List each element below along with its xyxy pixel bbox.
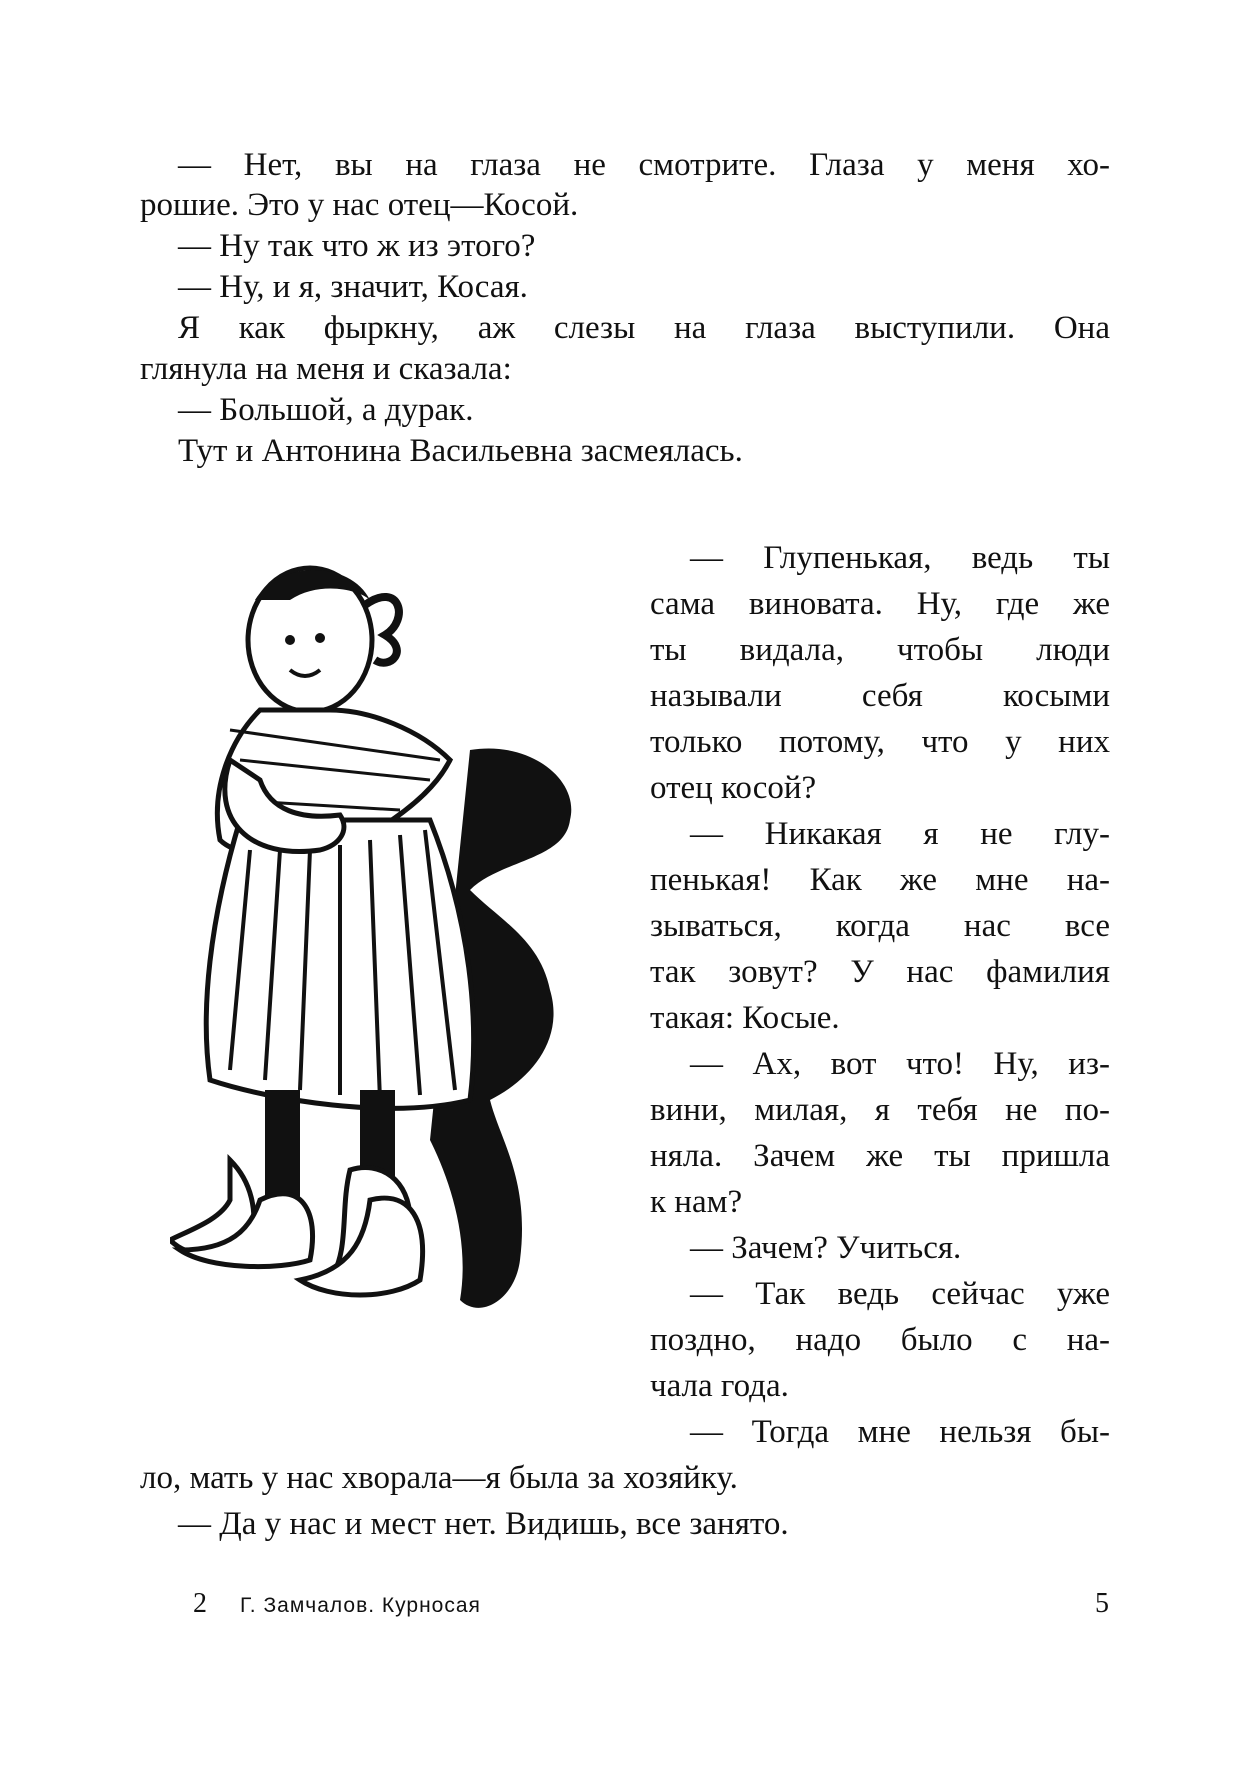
text-line: — Ну так что ж из этого?	[178, 228, 536, 264]
text-line: — Ах, вот что! Ну, из-	[690, 1046, 1110, 1082]
text-line: — Глупенькая, ведь ты	[690, 540, 1110, 576]
page-number: 5	[1095, 1588, 1109, 1619]
text-line: — Нет, вы на глаза не смотрите. Глаза у меня хо-	[178, 147, 1110, 183]
text-line: ло, мать у нас хворала—я была за хозяйку.	[140, 1460, 738, 1496]
text-line: — Большой, а дурак.	[178, 392, 474, 428]
girl-illustration	[170, 560, 640, 1380]
text-line: — Ну, и я, значит, Косая.	[178, 269, 528, 305]
signature-mark: 2	[193, 1588, 207, 1619]
text-line: ты видала, чтобы люди	[650, 632, 1110, 668]
text-line: няла. Зачем же ты пришла	[650, 1138, 1110, 1174]
text-line: пенькая! Как же мне на-	[650, 862, 1110, 898]
text-line: сама виновата. Ну, где же	[650, 586, 1110, 622]
text-line: Я как фыркну, аж слезы на глаза выступили. Она	[178, 310, 1110, 346]
text-line: рошие. Это у нас отец—Косой.	[140, 187, 579, 223]
text-line: к нам?	[650, 1184, 743, 1220]
text-line: называли себя косыми	[650, 678, 1110, 714]
text-line: так зовут? У нас фамилия	[650, 954, 1110, 990]
text-line: чала года.	[650, 1368, 789, 1404]
text-line: вини, милая, я тебя не по-	[650, 1092, 1110, 1128]
text-line: — Да у нас и мест нет. Видишь, все занято.	[178, 1506, 789, 1542]
text-line: только потому, что у них	[650, 724, 1110, 760]
text-line: глянула на меня и сказала:	[140, 351, 512, 387]
text-line: — Так ведь сейчас уже	[690, 1276, 1110, 1312]
text-line: поздно, надо было с на-	[650, 1322, 1110, 1358]
text-line: — Зачем? Учиться.	[690, 1230, 962, 1266]
text-line: — Тогда мне нельзя бы-	[690, 1414, 1110, 1450]
text-line: такая: Косые.	[650, 1000, 840, 1036]
text-line: Тут и Антонина Васильевна засмеялась.	[178, 433, 743, 469]
text-line: отец косой?	[650, 770, 817, 806]
book-title: Г. Замчалов. Курносая	[240, 1594, 481, 1617]
text-line: — Никакая я не глу-	[690, 816, 1110, 852]
text-line: зываться, когда нас все	[650, 908, 1110, 944]
